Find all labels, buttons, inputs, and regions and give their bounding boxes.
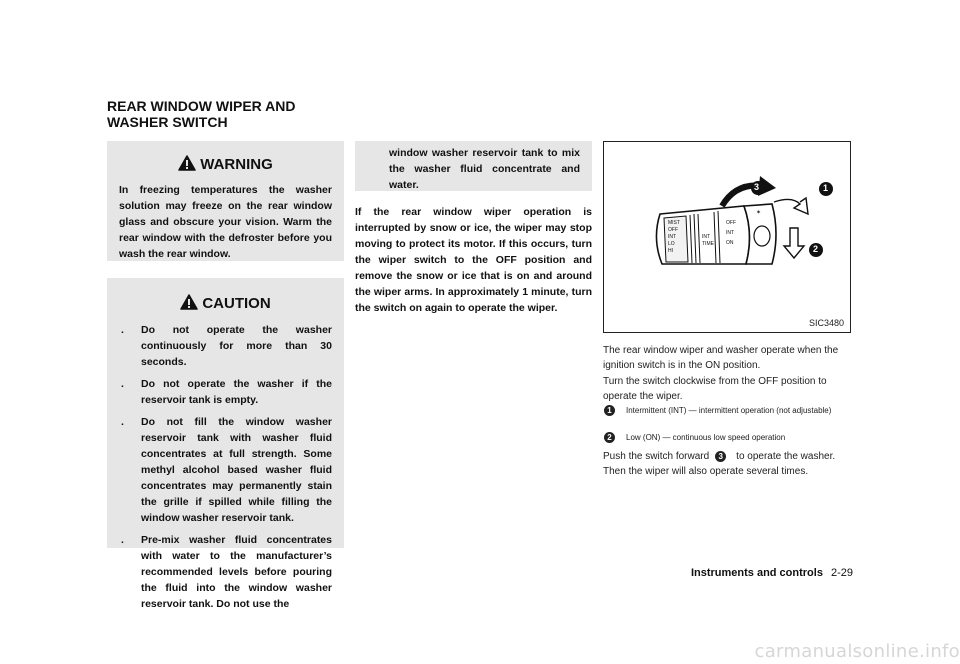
callout-3: 3 xyxy=(754,182,760,192)
caution-bullet: . xyxy=(121,378,124,390)
switch-label-lo: LO xyxy=(668,241,675,247)
caution-list xyxy=(119,322,332,612)
switch-label-rear-int: INT xyxy=(726,230,735,236)
caution-item-text: Do not fill the window washer reservoir tank with washer fluid concentrates at full strength. Some methyl alcohol based washer fluid concentrates may permanently stain the grille if spilled while filling the window washer reservoir tank. xyxy=(141,416,332,524)
caution-item xyxy=(119,322,332,370)
washer-text-after: to operate the washer. Then the wiper will also operate several times. xyxy=(603,451,836,477)
switch-label-rear-off: OFF xyxy=(726,220,736,226)
item-text: Intermittent (INT) — intermittent operation (not adjustable) xyxy=(626,406,832,415)
watermark: carmanualsonline.info xyxy=(754,641,960,662)
figure-code: SIC3480 xyxy=(808,318,844,328)
caution-item-text: Do not operate the washer if the reservoir tank is empty. xyxy=(141,378,332,406)
caution-item xyxy=(119,532,332,612)
caution-item-text: Pre-mix washer fluid concentrates with water to the manufacturer’s recommended levels before pouring the fluid into the window washer reservoir tank. Do not use the xyxy=(141,534,332,610)
switch-outer-labels xyxy=(668,220,680,255)
page-footer xyxy=(691,567,853,579)
warning-triangle-icon xyxy=(178,155,196,171)
inline-number-badge: 3 xyxy=(715,451,726,462)
caution-box xyxy=(107,278,344,610)
switch-label-time: TIME xyxy=(702,241,714,247)
callout-1: 1 xyxy=(823,183,829,193)
turn-switch-paragraph: Turn the switch clockwise from the OFF position to operate the wiper. xyxy=(603,376,827,402)
ignition-paragraph: The rear window wiper and washer operate when the ignition switch is in the ON position. xyxy=(603,345,839,371)
switch-inner-labels-a xyxy=(702,234,714,248)
footer-section-title: Instruments and controls xyxy=(690,567,823,579)
warning-box xyxy=(107,141,344,261)
item-number-badge: 2 xyxy=(604,432,615,443)
caution-bullet: . xyxy=(121,324,124,336)
page-number: 2-29 xyxy=(830,567,853,579)
switch-label-rear-on: ON xyxy=(726,240,734,246)
caution-heading xyxy=(107,294,344,313)
caution-continued-text: window washer reservoir tank to mix the washer fluid concentrate and water. xyxy=(389,147,580,191)
caution-triangle-icon xyxy=(180,294,198,310)
svg-text:✶: ✶ xyxy=(756,210,762,216)
switch-label-off: OFF xyxy=(668,227,678,233)
item-text: Low (ON) — continuous low speed operation xyxy=(626,433,786,442)
caution-heading-text: CAUTION xyxy=(202,295,271,312)
warning-text: In freezing temperatures the washer solution may freeze on the rear window glass and obscure your vision. Warm the rear window with the defroster before you wash the rear window. xyxy=(119,184,332,260)
caution-bullet: . xyxy=(121,416,124,428)
caution-item xyxy=(119,414,332,526)
switch-label-int-time: INT xyxy=(702,234,711,240)
section-title-line2: WASHER SWITCH xyxy=(107,114,228,130)
warning-heading xyxy=(107,155,344,174)
section-title-line1: REAR WINDOW WIPER AND xyxy=(107,98,296,114)
switch-label-int: INT xyxy=(668,234,677,240)
switch-label-hi: HI xyxy=(668,248,673,254)
washer-text-before: Push the switch forward xyxy=(603,451,710,462)
switch-label-mist: MIST xyxy=(668,220,680,226)
caution-bullet: . xyxy=(121,534,124,546)
washer-paragraph xyxy=(603,449,851,479)
caution-item-text: Do not operate the washer continuously for more than 30 seconds. xyxy=(141,324,332,368)
switch-inner-labels-b xyxy=(726,218,736,248)
warning-heading-text: WARNING xyxy=(200,156,273,173)
position-item-int xyxy=(603,405,851,417)
section-title xyxy=(107,98,295,130)
position-item-on xyxy=(603,432,851,444)
callout-2: 2 xyxy=(813,244,819,254)
caution-item xyxy=(119,376,332,408)
item-number-badge: 1 xyxy=(604,405,615,416)
wiper-switch-figure xyxy=(603,141,851,333)
snow-ice-paragraph: If the rear window wiper operation is interrupted by snow or ice, the wiper may stop moving to protect its motor. If this occurs, turn the wiper switch to the OFF position and remove the snow or ice that is on and around the wiper arms. In approximately 1 minute, turn the switch on again to operate the wiper. xyxy=(355,206,592,314)
caution-continued-list xyxy=(367,145,580,193)
caution-continued-box xyxy=(355,141,592,191)
